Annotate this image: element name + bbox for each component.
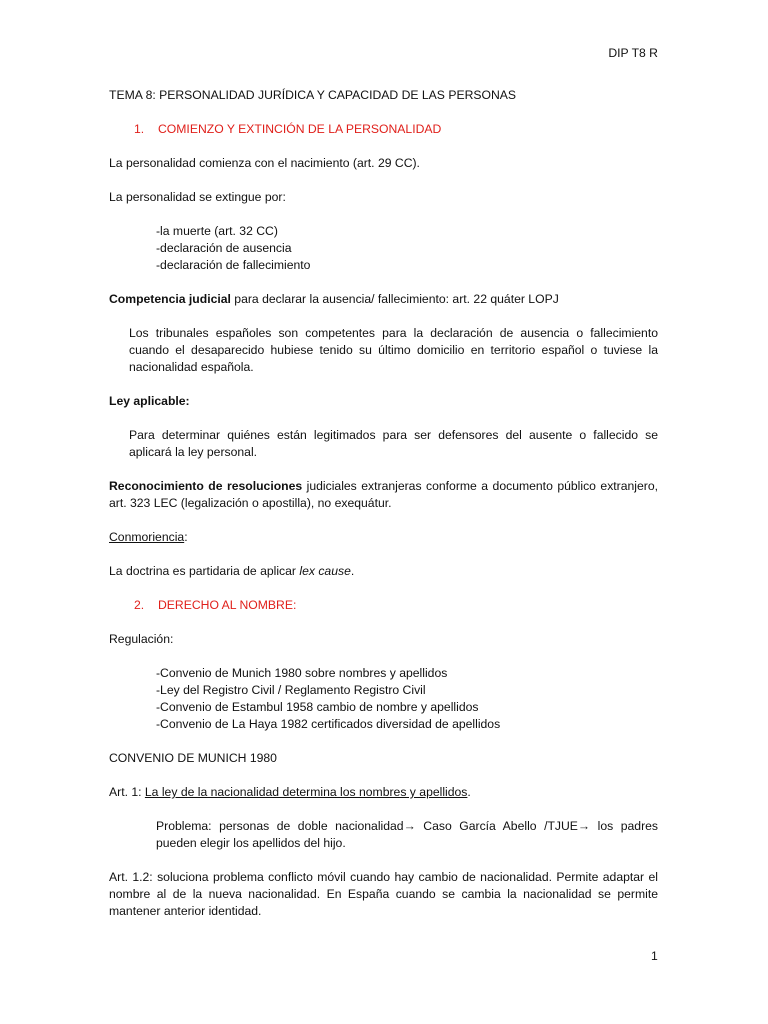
- section-1-title: COMIENZO Y EXTINCIÓN DE LA PERSONALIDAD: [158, 122, 442, 136]
- document-body: [109, 87, 658, 937]
- heading-conmoriencia: [109, 529, 658, 546]
- heading-ley-aplicable: [109, 393, 658, 410]
- doctrina-italic-term: lex cause: [299, 564, 351, 578]
- ley-aplicable-label: Ley aplicable:: [109, 394, 190, 408]
- art-1-prefix: Art. 1:: [109, 785, 145, 799]
- section-1-heading: [109, 121, 658, 138]
- list-item: -declaración de fallecimiento: [156, 258, 311, 272]
- paragraph-tribunales: Los tribunales españoles son competentes para la declaración de ausencia o fallecimiento cuando el desaparecido hubiese tenido su último domicilio en territorio español o tuviese la nacionalidad española.: [129, 326, 658, 374]
- paragraph-problema: Problema: personas de doble nacionalidad→ Caso García Abello /TJUE→ los padres pueden elegir los apellidos del hijo.: [156, 819, 658, 850]
- paragraph-personality-begins: La personalidad comienza con el nacimiento (art. 29 CC).: [109, 156, 420, 170]
- reconocimiento-text: judiciales extranjeras conforme a documento público extranjero, art. 323 LEC (legalización o apostilla), no exequátur.: [109, 479, 658, 510]
- document-header-code: DIP T8 R: [608, 46, 658, 60]
- paragraph-art-1: [109, 784, 658, 801]
- paragraph-art-1-2: Art. 1.2: soluciona problema conflicto móvil cuando hay cambio de nacionalidad. Permite adaptar el nombre al de la nueva nacionalidad. En España cuando se cambia la nacionalidad se permite mantener anterior identidad.: [109, 870, 658, 918]
- heading-convenio-munich: CONVENIO DE MUNICH 1980: [109, 751, 277, 765]
- list-item: -declaración de ausencia: [156, 241, 292, 255]
- list-item: -Ley del Registro Civil / Reglamento Registro Civil: [156, 683, 426, 697]
- conmoriencia-colon: :: [184, 530, 188, 544]
- section-1-number: 1.: [134, 122, 145, 136]
- competencia-label: Competencia judicial: [109, 292, 231, 306]
- list-item: -la muerte (art. 32 CC): [156, 224, 278, 238]
- document-title: TEMA 8: PERSONALIDAD JURÍDICA Y CAPACIDAD DE LAS PERSONAS: [109, 88, 517, 102]
- section-2-number: 2.: [134, 598, 145, 612]
- paragraph-ley-personal: Para determinar quiénes están legitimados para ser defensores del ausente o fallecido se aplicará la ley personal.: [129, 428, 658, 459]
- section-2-title: DERECHO AL NOMBRE:: [158, 598, 297, 612]
- paragraph-doctrina: [109, 563, 658, 580]
- art-1-underlined-text: La ley de la nacionalidad determina los nombres y apellidos: [144, 785, 468, 799]
- art-1-suffix: .: [467, 785, 471, 799]
- regulacion-list: [109, 665, 658, 733]
- page-number: 1: [651, 949, 658, 963]
- conmoriencia-label: Conmoriencia: [109, 530, 185, 544]
- extinction-list: [109, 223, 658, 274]
- list-item: -Convenio de La Haya 1982 certificados diversidad de apellidos: [156, 717, 501, 731]
- paragraph-reconocimiento: [109, 478, 658, 512]
- paragraph-competencia: [109, 291, 658, 308]
- reconocimiento-label: Reconocimiento de resoluciones: [109, 479, 303, 493]
- list-item: -Convenio de Munich 1980 sobre nombres y apellidos: [156, 666, 448, 680]
- doctrina-end: .: [350, 564, 355, 578]
- doctrina-text: La doctrina es partidaria de aplicar: [109, 564, 300, 578]
- competencia-text: para declarar la ausencia/ fallecimiento: art. 22 quáter LOPJ: [230, 292, 559, 306]
- paragraph-personality-extinguished: La personalidad se extingue por:: [109, 190, 286, 204]
- paragraph-regulacion: Regulación:: [109, 632, 174, 646]
- section-2-heading: [109, 597, 658, 614]
- list-item: -Convenio de Estambul 1958 cambio de nombre y apellidos: [156, 700, 479, 714]
